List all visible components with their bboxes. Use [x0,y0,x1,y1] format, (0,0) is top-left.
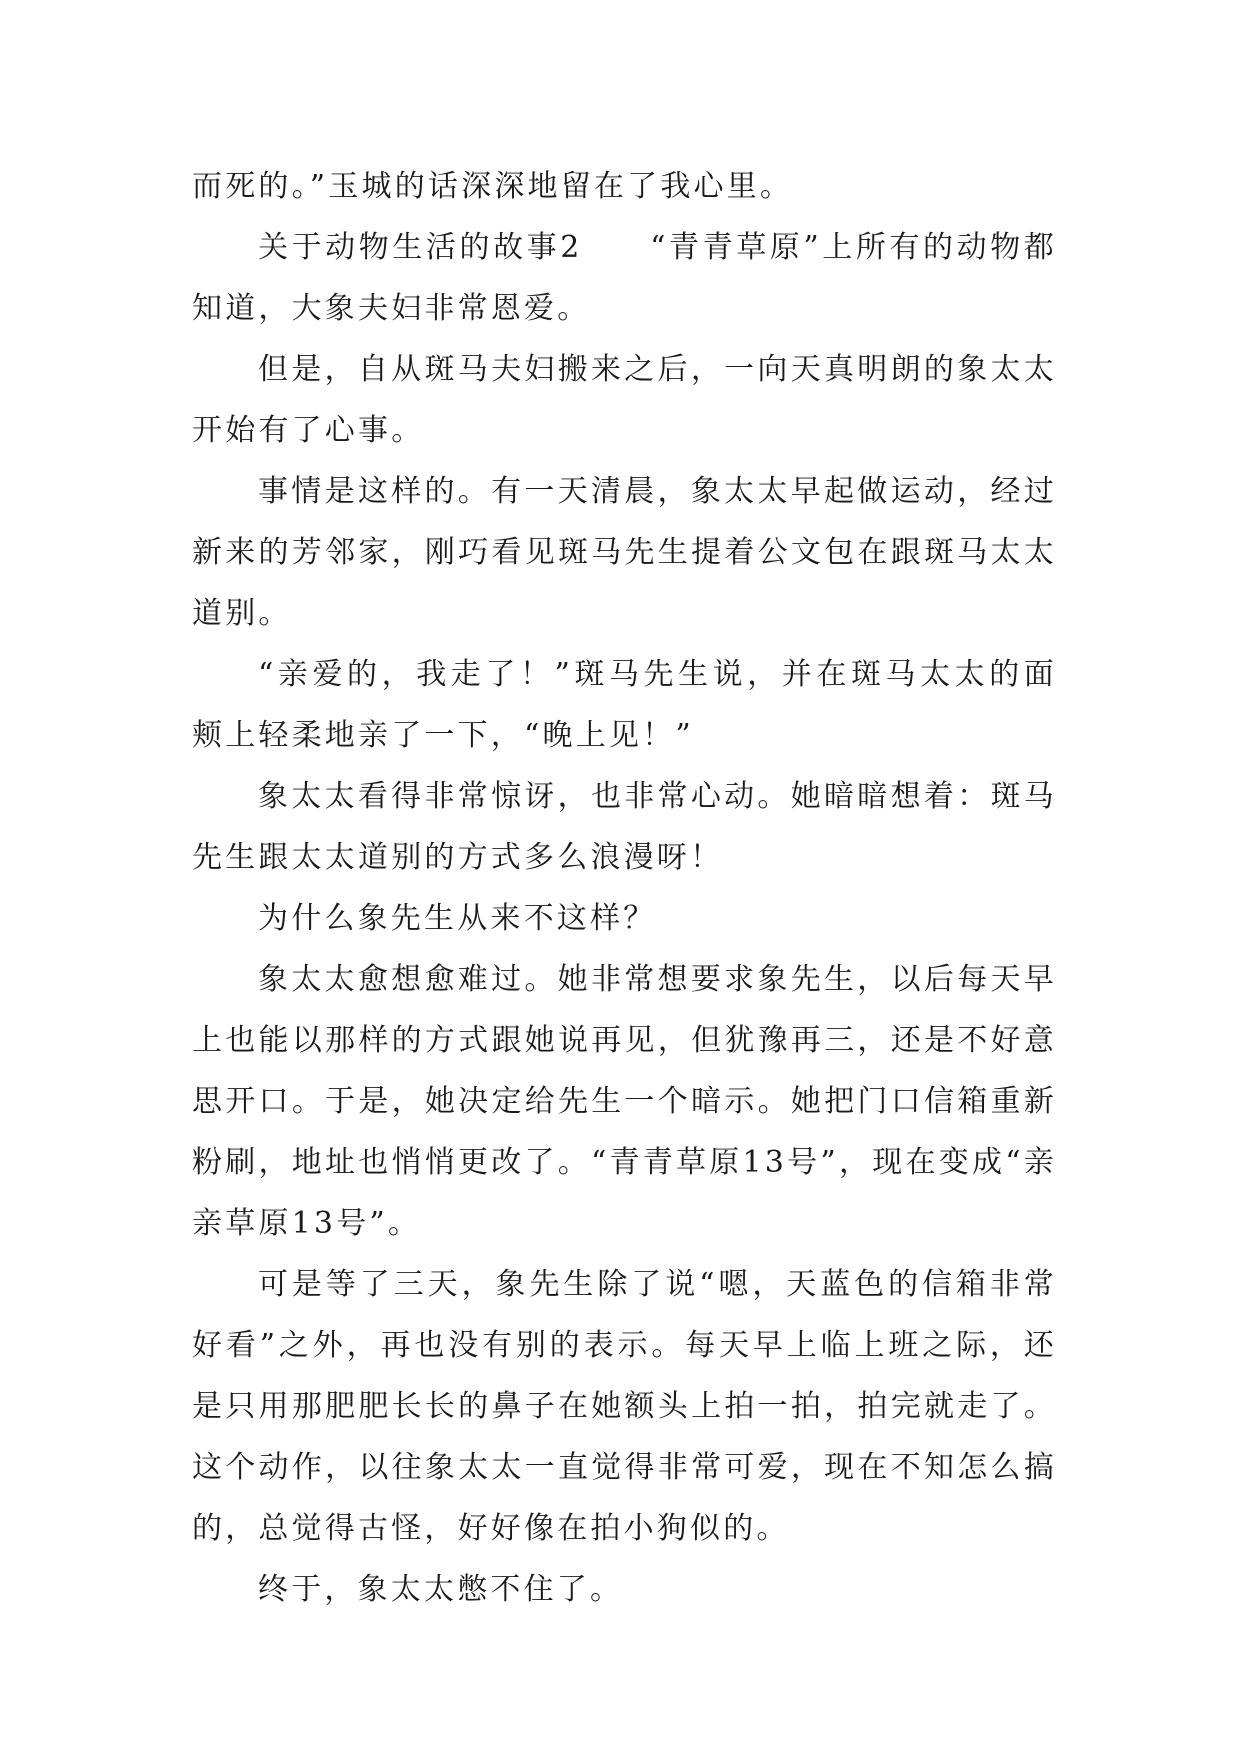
paragraph-9: 可是等了三天，象先生除了说“嗯，天蓝色的信箱非常好看”之外，再也没有别的表示。每天早上临上班之际，还是只用那肥肥长长的鼻子在她额头上拍一拍，拍完就走了。这个动作，以往象太太一直觉得非常可爱，现在不知怎么搞的，总觉得古怪，好好像在拍小狗似的。 [192,1267,1057,1546]
paragraph-6: 象太太看得非常惊讶，也非常心动。她暗暗想着：斑马先生跟太太道别的方式多么浪漫呀！ [192,779,1057,875]
paragraph-7: 为什么象先生从来不这样？ [258,901,657,936]
paragraph-4: 事情是这样的。有一天清晨，象太太早起做运动，经过新来的芳邻家，刚巧看见斑马先生提着公文包在跟斑马太太道别。 [192,474,1057,631]
paragraph-5: “亲爱的，我走了！”斑马先生说，并在斑马太太的面颊上轻柔地亲了一下，“晚上见！” [192,657,1057,753]
document-body [192,156,1057,1620]
paragraph-1: 而死的。”玉城的话深深地留在了我心里。 [192,169,794,204]
paragraph-8: 象太太愈想愈难过。她非常想要求象先生，以后每天早上也能以那样的方式跟她说再见，但犹豫再三，还是不好意思开口。于是，她决定给先生一个暗示。她把门口信箱重新粉刷，地址也悄悄更改了。“青青草原13号”，现在变成“亲亲草原13号”。 [192,962,1057,1241]
paragraph-2: 关于动物生活的故事2 “青青草原”上所有的动物都知道，大象夫妇非常恩爱。 [192,230,1057,326]
paragraph-10: 终于，象太太憋不住了。 [258,1572,624,1607]
paragraph-3: 但是，自从斑马夫妇搬来之后，一向天真明朗的象太太开始有了心事。 [192,352,1057,448]
